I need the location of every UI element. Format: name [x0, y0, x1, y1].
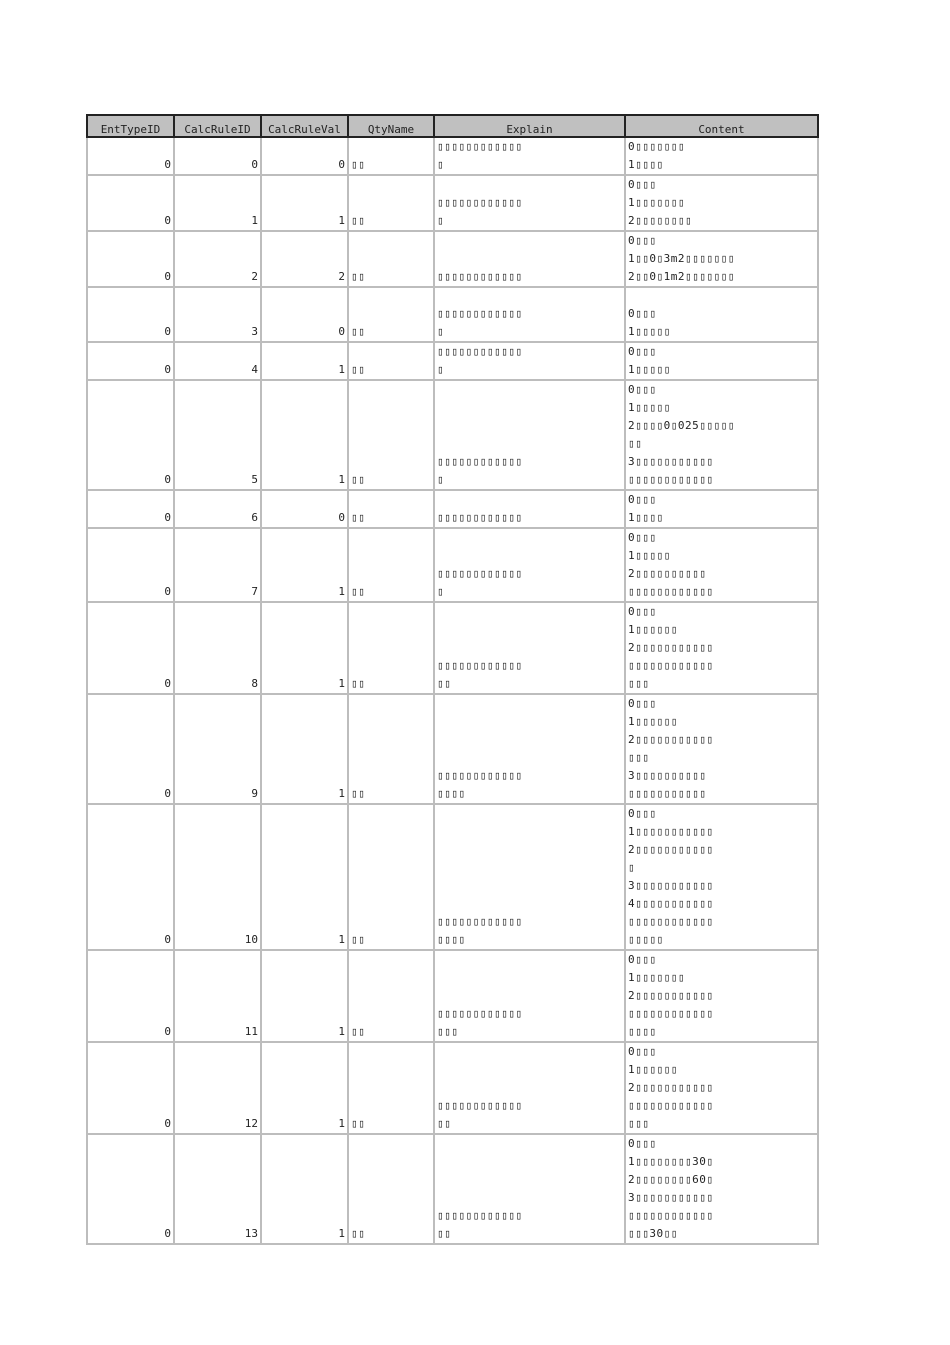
header-content: Content [625, 115, 818, 137]
cell-explain: ▯▯▯▯▯▯▯▯▯▯▯▯ ▯ [434, 380, 625, 490]
cell-ent-type-id: 0 [87, 602, 174, 694]
cell-ent-type-id: 0 [87, 694, 174, 804]
cell-calc-rule-val: 1 [261, 380, 348, 490]
cell-calc-rule-val: 1 [261, 950, 348, 1042]
header-qty-name: QtyName [348, 115, 434, 137]
cell-calc-rule-val: 1 [261, 1042, 348, 1134]
cell-calc-rule-val: 1 [261, 342, 348, 380]
cell-calc-rule-id: 5 [174, 380, 261, 490]
header-row [87, 115, 818, 137]
cell-qty-name: ▯▯ [348, 950, 434, 1042]
table-row [87, 231, 818, 287]
cell-ent-type-id: 0 [87, 490, 174, 528]
cell-content: 0▯▯▯ 1▯▯▯▯▯▯ 2▯▯▯▯▯▯▯▯▯▯▯ ▯▯▯▯▯▯▯▯▯▯▯▯ ▯▯▯ [625, 602, 818, 694]
table-row [87, 490, 818, 528]
cell-ent-type-id: 0 [87, 175, 174, 231]
table-row [87, 950, 818, 1042]
cell-qty-name: ▯▯ [348, 1042, 434, 1134]
cell-explain: ▯▯▯▯▯▯▯▯▯▯▯▯ ▯▯ [434, 1042, 625, 1134]
table-row [87, 804, 818, 950]
cell-explain: ▯▯▯▯▯▯▯▯▯▯▯▯ ▯▯▯▯ [434, 694, 625, 804]
table-row [87, 602, 818, 694]
cell-qty-name: ▯▯ [348, 694, 434, 804]
table-body [87, 137, 818, 1244]
table-row [87, 1042, 818, 1134]
cell-qty-name: ▯▯ [348, 137, 434, 175]
cell-calc-rule-id: 6 [174, 490, 261, 528]
table-row [87, 342, 818, 380]
table-row [87, 137, 818, 175]
cell-calc-rule-id: 1 [174, 175, 261, 231]
cell-qty-name: ▯▯ [348, 380, 434, 490]
cell-qty-name: ▯▯ [348, 287, 434, 342]
cell-calc-rule-id: 0 [174, 137, 261, 175]
cell-ent-type-id: 0 [87, 1134, 174, 1244]
cell-content: 0▯▯▯ 1▯▯▯▯ [625, 490, 818, 528]
table-row [87, 380, 818, 490]
cell-explain: ▯▯▯▯▯▯▯▯▯▯▯▯ ▯▯▯ [434, 950, 625, 1042]
cell-calc-rule-val: 0 [261, 287, 348, 342]
cell-explain: ▯▯▯▯▯▯▯▯▯▯▯▯ ▯▯▯▯ [434, 804, 625, 950]
cell-qty-name: ▯▯ [348, 175, 434, 231]
header-calc-rule-val: CalcRuleVal [261, 115, 348, 137]
header-ent-type-id: EntTypeID [87, 115, 174, 137]
table-row [87, 1134, 818, 1244]
cell-qty-name: ▯▯ [348, 1134, 434, 1244]
cell-qty-name: ▯▯ [348, 490, 434, 528]
cell-ent-type-id: 0 [87, 1042, 174, 1134]
cell-explain: ▯▯▯▯▯▯▯▯▯▯▯▯ [434, 231, 625, 287]
cell-calc-rule-val: 2 [261, 231, 348, 287]
cell-calc-rule-id: 7 [174, 528, 261, 602]
cell-calc-rule-id: 8 [174, 602, 261, 694]
cell-calc-rule-val: 1 [261, 528, 348, 602]
table-row [87, 175, 818, 231]
cell-calc-rule-id: 12 [174, 1042, 261, 1134]
cell-ent-type-id: 0 [87, 804, 174, 950]
cell-calc-rule-val: 0 [261, 137, 348, 175]
cell-content: 0▯▯▯ 1▯▯▯▯▯▯▯▯▯▯▯ 2▯▯▯▯▯▯▯▯▯▯▯ ▯ 3▯▯▯▯▯▯▯▯▯▯▯ 4▯▯▯▯▯▯▯▯▯▯▯ ▯▯▯▯▯▯▯▯▯▯▯▯ ▯▯▯▯▯ [625, 804, 818, 950]
table-row [87, 528, 818, 602]
cell-calc-rule-val: 1 [261, 1134, 348, 1244]
cell-ent-type-id: 0 [87, 137, 174, 175]
cell-explain: ▯▯▯▯▯▯▯▯▯▯▯▯ ▯ [434, 175, 625, 231]
cell-calc-rule-id: 13 [174, 1134, 261, 1244]
cell-explain: ▯▯▯▯▯▯▯▯▯▯▯▯ ▯▯ [434, 1134, 625, 1244]
cell-ent-type-id: 0 [87, 342, 174, 380]
cell-explain: ▯▯▯▯▯▯▯▯▯▯▯▯ ▯ [434, 342, 625, 380]
header-calc-rule-id: CalcRuleID [174, 115, 261, 137]
table-row [87, 287, 818, 342]
header-explain: Explain [434, 115, 625, 137]
calc-rule-table [86, 114, 819, 1245]
cell-ent-type-id: 0 [87, 231, 174, 287]
cell-content: 0▯▯▯ 1▯▯▯▯▯▯▯ 2▯▯▯▯▯▯▯▯ [625, 175, 818, 231]
cell-calc-rule-id: 10 [174, 804, 261, 950]
cell-calc-rule-id: 3 [174, 287, 261, 342]
cell-calc-rule-id: 9 [174, 694, 261, 804]
cell-explain: ▯▯▯▯▯▯▯▯▯▯▯▯ ▯ [434, 137, 625, 175]
cell-calc-rule-val: 1 [261, 694, 348, 804]
cell-calc-rule-id: 2 [174, 231, 261, 287]
cell-ent-type-id: 0 [87, 287, 174, 342]
cell-explain: ▯▯▯▯▯▯▯▯▯▯▯▯ ▯ [434, 287, 625, 342]
cell-calc-rule-val: 0 [261, 490, 348, 528]
cell-content: 0▯▯▯ 1▯▯▯▯▯▯ 2▯▯▯▯▯▯▯▯▯▯▯ ▯▯▯▯▯▯▯▯▯▯▯▯ ▯▯▯ [625, 1042, 818, 1134]
cell-qty-name: ▯▯ [348, 804, 434, 950]
cell-content: 0▯▯▯ 1▯▯▯▯▯▯ 2▯▯▯▯▯▯▯▯▯▯▯ ▯▯▯ 3▯▯▯▯▯▯▯▯▯▯ ▯▯▯▯▯▯▯▯▯▯▯ [625, 694, 818, 804]
table-row [87, 694, 818, 804]
cell-content: 0▯▯▯▯▯▯▯ 1▯▯▯▯ [625, 137, 818, 175]
cell-content: 0▯▯▯ 1▯▯▯▯▯▯▯ 2▯▯▯▯▯▯▯▯▯▯▯ ▯▯▯▯▯▯▯▯▯▯▯▯ ▯▯▯▯ [625, 950, 818, 1042]
cell-content: 0▯▯▯ 1▯▯▯▯▯ [625, 287, 818, 342]
cell-calc-rule-id: 11 [174, 950, 261, 1042]
cell-calc-rule-val: 1 [261, 602, 348, 694]
cell-ent-type-id: 0 [87, 950, 174, 1042]
cell-content: 0▯▯▯ 1▯▯▯▯▯ [625, 342, 818, 380]
cell-ent-type-id: 0 [87, 380, 174, 490]
cell-calc-rule-id: 4 [174, 342, 261, 380]
cell-explain: ▯▯▯▯▯▯▯▯▯▯▯▯ [434, 490, 625, 528]
cell-content: 0▯▯▯ 1▯▯▯▯▯▯▯▯30▯ 2▯▯▯▯▯▯▯▯60▯ 3▯▯▯▯▯▯▯▯▯▯▯ ▯▯▯▯▯▯▯▯▯▯▯▯ ▯▯▯30▯▯ [625, 1134, 818, 1244]
cell-qty-name: ▯▯ [348, 602, 434, 694]
cell-content: 0▯▯▯ 1▯▯0▯3m2▯▯▯▯▯▯▯ 2▯▯0▯1m2▯▯▯▯▯▯▯ [625, 231, 818, 287]
cell-calc-rule-val: 1 [261, 804, 348, 950]
cell-qty-name: ▯▯ [348, 231, 434, 287]
cell-calc-rule-val: 1 [261, 175, 348, 231]
cell-explain: ▯▯▯▯▯▯▯▯▯▯▯▯ ▯ [434, 528, 625, 602]
cell-qty-name: ▯▯ [348, 342, 434, 380]
cell-ent-type-id: 0 [87, 528, 174, 602]
cell-explain: ▯▯▯▯▯▯▯▯▯▯▯▯ ▯▯ [434, 602, 625, 694]
cell-content: 0▯▯▯ 1▯▯▯▯▯ 2▯▯▯▯▯▯▯▯▯▯ ▯▯▯▯▯▯▯▯▯▯▯▯ [625, 528, 818, 602]
cell-content: 0▯▯▯ 1▯▯▯▯▯ 2▯▯▯▯0▯025▯▯▯▯▯ ▯▯ 3▯▯▯▯▯▯▯▯▯▯▯ ▯▯▯▯▯▯▯▯▯▯▯▯ [625, 380, 818, 490]
cell-qty-name: ▯▯ [348, 528, 434, 602]
